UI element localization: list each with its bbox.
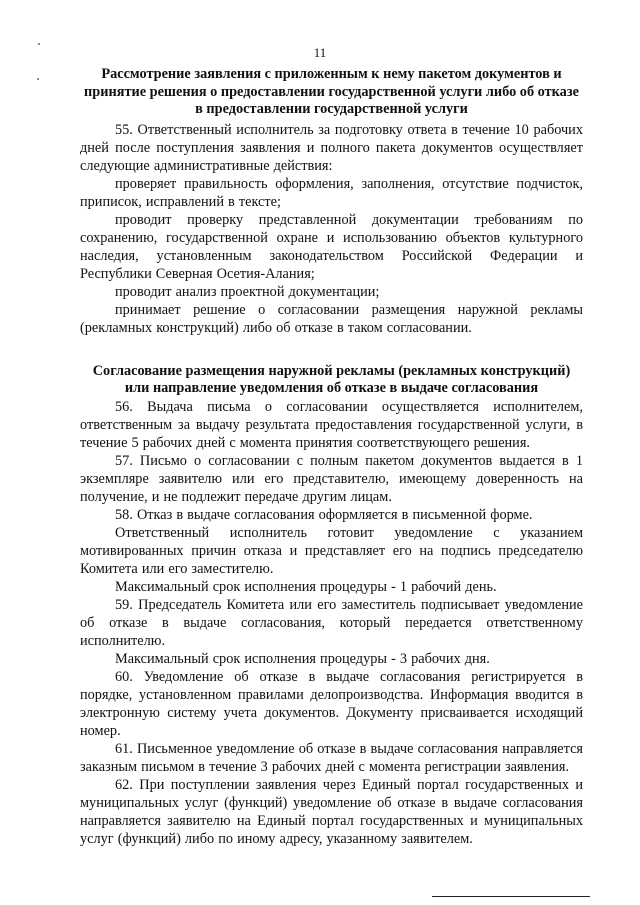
section-heading-approval: Согласование размещения наружной рекламы (рекламных конструкций) или направление уведомления об отказе в выдаче согласования — [92, 362, 571, 396]
page-number: 11 — [313, 45, 327, 60]
paragraph-check-documentation: проводит проверку представленной документации требованиям по сохранению, государственной охране и использованию объектов культурного наследия, установленным законодательством Российской Федерации и Республики Северная Осетия-Алания; — [80, 211, 583, 282]
paragraph-analysis: проводит анализ проектной документации; — [115, 283, 380, 300]
paragraph-59: 59. Председатель Комитета или его заместитель подписывает уведомление об отказе в выдаче согласования, который передается ответственному исполнителю. — [80, 596, 583, 649]
paragraph-decision: принимает решение о согласовании размещения наружной рекламы (рекламных конструкций) либо об отказе в таком согласовании. — [80, 301, 583, 336]
paragraph-deadline-3: Максимальный срок исполнения процедуры - 3 рабочих дня. — [115, 650, 490, 667]
document-body — [80, 66, 583, 848]
paragraph-55: 55. Ответственный исполнитель за подготовку ответа в течение 10 рабочих дней после поступления заявления и полного пакета документов осуществляет следующие административные действия: — [80, 121, 583, 174]
paragraph-deadline-1: Максимальный срок исполнения процедуры - 1 рабочий день. — [115, 578, 497, 595]
paragraph-58: 58. Отказ в выдаче согласования оформляется в письменной форме. — [115, 506, 533, 523]
scan-speck — [37, 78, 39, 80]
paragraph-60: 60. Уведомление об отказе в выдаче согласования регистрируется в порядке, установленном правилами делопроизводства. Информация вводится в электронную систему учета документов. Документу присваивается исходящий номер. — [80, 668, 583, 739]
paragraph-56: 56. Выдача письма о согласовании осуществляется исполнителем, ответственным за выдачу результата предоставления государственной услуги, в течение 5 рабочих дней с момента принятия соответствующего решения. — [80, 398, 583, 451]
footer-rule — [432, 896, 590, 897]
paragraph-62: 62. При поступлении заявления через Единый портал государственных и муниципальных услуг (функций) уведомление об отказе в выдаче согласования направляется заявителю на Единый портал государственных и муниципальных услуг (функций) либо по иному адресу, указанному заявителем. — [80, 776, 583, 847]
paragraph-61: 61. Письменное уведомление об отказе в выдаче согласования направляется заказным письмом в течение 3 рабочих дней с момента регистрации заявления. — [80, 740, 583, 775]
paragraph-57: 57. Письмо о согласовании с полным пакетом документов выдается в 1 экземпляре заявителю или его представителю, имеющему доверенность на получение, и не подлежит передаче другим лицам. — [80, 452, 583, 505]
paragraph-notice-prep: Ответственный исполнитель готовит уведомление с указанием мотивированных причин отказа и представляет его на подпись председателю Комитета или его заместителю. — [80, 524, 583, 577]
section-heading-review: Рассмотрение заявления с приложенным к нему пакетом документов и принятие решения о предоставлении государственной услуги либо об отказе в предоставлении государственной услуги — [84, 66, 579, 117]
paragraph-check-formatting: проверяет правильность оформления, заполнения, отсутствие подчисток, приписок, исправлений в тексте; — [80, 175, 583, 210]
